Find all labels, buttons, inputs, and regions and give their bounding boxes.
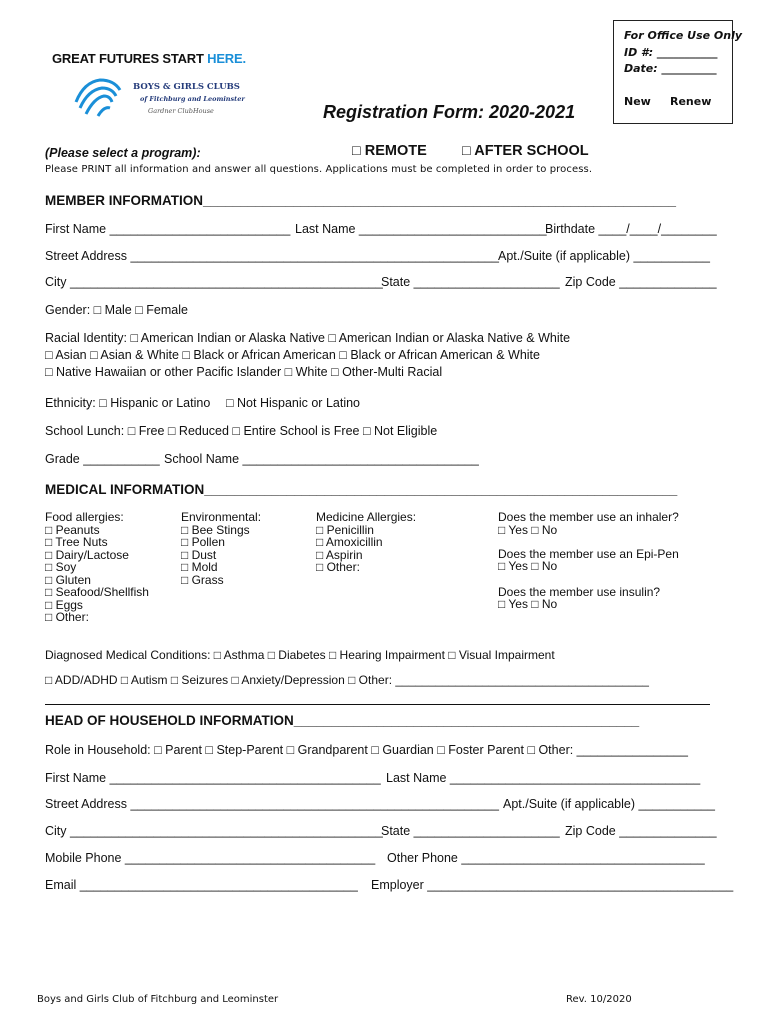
env-allergy-pollen[interactable]: □ Pollen bbox=[181, 535, 225, 549]
form-title: Registration Form: 2020-2021 bbox=[323, 102, 576, 122]
household-employer-field[interactable]: Employer ____________________________________________ bbox=[371, 878, 734, 892]
member-street-field[interactable]: Street Address _____________________________________________________ bbox=[45, 249, 499, 263]
instructions: Please PRINT all information and answer all questions. Applications must be completed in order to process. bbox=[45, 164, 593, 175]
env-allergy-dust[interactable]: □ Dust bbox=[181, 548, 217, 562]
household-zip-field[interactable]: Zip Code ______________ bbox=[565, 824, 717, 838]
food-allergy-soy[interactable]: □ Soy bbox=[45, 560, 77, 574]
program-label: (Please select a program): bbox=[45, 146, 201, 160]
env-allergy-grass[interactable]: □ Grass bbox=[181, 573, 224, 587]
club-house: Gardner ClubHouse bbox=[148, 107, 214, 115]
office-use-box bbox=[613, 20, 743, 124]
household-last-name-field[interactable]: Last Name ____________________________________ bbox=[386, 771, 701, 785]
env-allergy-bee-stings[interactable]: □ Bee Stings bbox=[181, 523, 250, 537]
tagline bbox=[52, 51, 246, 66]
household-first-name-field[interactable]: First Name _______________________________________ bbox=[45, 771, 381, 785]
member-zip-field[interactable]: Zip Code ______________ bbox=[565, 275, 717, 289]
household-other-phone-field[interactable]: Other Phone ___________________________________ bbox=[387, 851, 705, 865]
household-apt-field[interactable]: Apt./Suite (if applicable) ___________ bbox=[503, 797, 715, 811]
food-allergy-gluten[interactable]: □ Gluten bbox=[45, 573, 91, 587]
med-allergy-other[interactable]: □ Other: bbox=[316, 560, 360, 574]
food-allergy-other[interactable]: □ Other: bbox=[45, 610, 89, 624]
med-allergy-penicillin[interactable]: □ Penicillin bbox=[316, 523, 374, 537]
med-allergy-amoxicillin[interactable]: □ Amoxicillin bbox=[316, 535, 383, 549]
office-date-field[interactable]: Date: __________ bbox=[624, 62, 717, 75]
gender-options[interactable]: Gender: □ Male □ Female bbox=[45, 303, 188, 317]
racial-identity-line-3[interactable]: □ Native Hawaiian or other Pacific Islander □ White □ Other-Multi Racial bbox=[45, 365, 443, 379]
grade-field[interactable]: Grade ___________ bbox=[45, 452, 160, 466]
tagline-highlight: HERE. bbox=[207, 51, 246, 66]
diagnosed-conditions-line-1[interactable]: Diagnosed Medical Conditions: □ Asthma □ Diabetes □ Hearing Impairment □ Visual Impairment bbox=[45, 648, 555, 662]
food-allergy-peanuts[interactable]: □ Peanuts bbox=[45, 523, 100, 537]
household-mobile-phone-field[interactable]: Mobile Phone ____________________________________ bbox=[45, 851, 376, 865]
epipen-answer-options[interactable]: □ Yes □ No bbox=[498, 559, 558, 573]
inhaler-question: Does the member use an inhaler? bbox=[498, 510, 679, 524]
inhaler-answer-options[interactable]: □ Yes □ No bbox=[498, 523, 558, 537]
office-renew-option[interactable]: Renew bbox=[670, 95, 712, 108]
environmental-title: Environmental: bbox=[181, 510, 262, 524]
insulin-question: Does the member use insulin? bbox=[498, 585, 661, 599]
ethnicity-not-hispanic-option[interactable]: □ Not Hispanic or Latino bbox=[226, 396, 361, 410]
household-street-field[interactable]: Street Address _____________________________________________________ bbox=[45, 797, 499, 811]
school-lunch-options[interactable]: School Lunch: □ Free □ Reduced □ Entire School is Free □ Not Eligible bbox=[45, 424, 438, 438]
household-role-options[interactable]: Role in Household: □ Parent □ Step-Parent □ Grandparent □ Guardian □ Foster Parent □ Other: ________________ bbox=[45, 743, 688, 757]
racial-identity-line-1[interactable]: Racial Identity: □ American Indian or Alaska Native □ American Indian or Alaska Native & White bbox=[45, 331, 571, 345]
insulin-answer-options[interactable]: □ Yes □ No bbox=[498, 597, 558, 611]
member-birthdate-field[interactable]: Birthdate ____/____/________ bbox=[545, 222, 717, 236]
food-allergy-dairy[interactable]: □ Dairy/Lactose bbox=[45, 548, 129, 562]
diagnosed-conditions-line-2[interactable]: □ ADD/ADHD □ Autism □ Seizures □ Anxiety/Depression □ Other: ______________________________________ bbox=[45, 673, 649, 687]
program-remote-checkbox[interactable]: □ REMOTE bbox=[352, 143, 427, 159]
epipen-question: Does the member use an Epi-Pen bbox=[498, 547, 679, 561]
member-state-field[interactable]: State _____________________ bbox=[381, 275, 560, 289]
household-city-field[interactable]: City _____________________________________________ bbox=[45, 824, 383, 838]
medical-divider-line bbox=[45, 704, 710, 705]
club-name: BOYS & GIRLS CLUBS bbox=[133, 82, 240, 92]
racial-identity-line-2[interactable]: □ Asian □ Asian & White □ Black or African American □ Black or African American & White bbox=[45, 348, 540, 362]
food-allergy-seafood[interactable]: □ Seafood/Shellfish bbox=[45, 585, 149, 599]
medicine-allergies-title: Medicine Allergies: bbox=[316, 510, 417, 524]
school-name-field[interactable]: School Name __________________________________ bbox=[164, 452, 479, 466]
footer-organization: Boys and Girls Club of Fitchburg and Leominster bbox=[37, 994, 279, 1005]
footer-revision: Rev. 10/2020 bbox=[566, 994, 632, 1005]
food-allergy-eggs[interactable]: □ Eggs bbox=[45, 598, 83, 612]
env-allergy-mold[interactable]: □ Mold bbox=[181, 560, 218, 574]
household-heading: HEAD OF HOUSEHOLD INFORMATION______________________________________________ bbox=[45, 713, 640, 728]
member-last-name-field[interactable]: Last Name ___________________________ bbox=[295, 222, 547, 236]
member-first-name-field[interactable]: First Name __________________________ bbox=[45, 222, 291, 236]
med-allergy-aspirin[interactable]: □ Aspirin bbox=[316, 548, 363, 562]
member-city-field[interactable]: City _____________________________________________ bbox=[45, 275, 383, 289]
household-email-field[interactable]: Email ________________________________________ bbox=[45, 878, 358, 892]
medical-heading: MEDICAL INFORMATION_______________________________________________________________ bbox=[45, 482, 678, 497]
club-logo-icon bbox=[70, 72, 130, 118]
program-after-school-checkbox[interactable]: □ AFTER SCHOOL bbox=[462, 143, 589, 159]
member-heading: MEMBER INFORMATION_______________________________________________________________ bbox=[45, 193, 676, 208]
club-subtitle: of Fitchburg and Leominster bbox=[140, 95, 245, 103]
member-apt-field[interactable]: Apt./Suite (if applicable) ___________ bbox=[498, 249, 710, 263]
office-new-option[interactable]: New bbox=[624, 95, 651, 108]
food-allergies-title: Food allergies: bbox=[45, 510, 124, 524]
ethnicity-hispanic-option[interactable]: Ethnicity: □ Hispanic or Latino bbox=[45, 396, 211, 410]
food-allergy-tree-nuts[interactable]: □ Tree Nuts bbox=[45, 535, 108, 549]
tagline-prefix: GREAT FUTURES START bbox=[52, 51, 208, 66]
office-title: For Office Use Only bbox=[624, 29, 743, 42]
office-id-field[interactable]: ID #: ___________ bbox=[624, 46, 718, 59]
household-state-field[interactable]: State _____________________ bbox=[381, 824, 560, 838]
